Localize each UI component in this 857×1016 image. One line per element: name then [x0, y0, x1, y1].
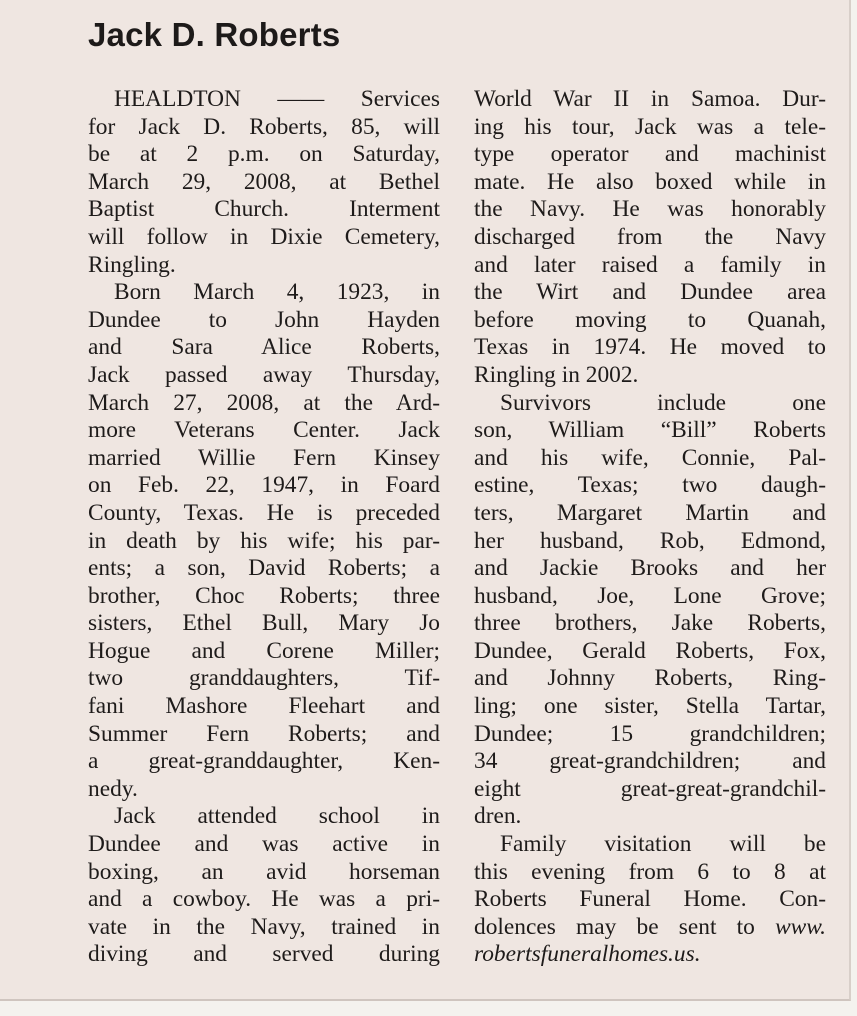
text-line: and later raised a family in	[474, 251, 826, 278]
text-line: boxing, an avid horseman	[88, 858, 440, 885]
text-line: discharged from the Navy	[474, 223, 826, 250]
text-line: more Veterans Center. Jack	[88, 417, 440, 444]
text-line: ents; a son, David Roberts; a	[88, 555, 440, 582]
text-line: Ringling.	[88, 251, 176, 278]
paragraph-survivors	[474, 390, 826, 832]
text-line: and Johnny Roberts, Ring-	[474, 665, 826, 692]
text-line: mate. He also boxed while in	[474, 168, 826, 195]
text-line: County, Texas. He is preceded	[88, 499, 440, 526]
text-line: diving and served during	[88, 941, 440, 968]
obituary-title: Jack D. Roberts	[88, 16, 341, 53]
right-column	[474, 86, 826, 969]
text-line: vate in the Navy, trained in	[88, 913, 440, 940]
paragraph-visitation	[474, 831, 826, 969]
text-line: before moving to Quanah,	[474, 306, 826, 333]
text-line: Hogue and Corene Miller;	[88, 637, 440, 664]
text-line: Jack passed away Thursday,	[88, 361, 440, 388]
text-line: Roberts Funeral Home. Con-	[474, 886, 826, 913]
text-line: HEALDTON —— Services	[114, 86, 440, 112]
text-line: her husband, Rob, Edmond,	[474, 527, 826, 554]
text-line: husband, Joe, Lone Grove;	[474, 582, 826, 609]
text-line: the Navy. He was honorably	[474, 196, 826, 223]
text-line: and Sara Alice Roberts,	[88, 334, 440, 361]
text-line: Dundee and was active in	[88, 831, 440, 858]
paragraph-biography	[88, 279, 440, 803]
paragraph-services	[88, 86, 440, 279]
website-link-part-2[interactable]: robertsfuneralhomes.us.	[474, 941, 701, 968]
text-line: two granddaughters, Tif-	[88, 665, 440, 692]
text-line: ling; one sister, Stella Tartar,	[474, 693, 826, 720]
text-line	[474, 941, 826, 969]
paragraph-navy-continued	[474, 86, 826, 390]
text-line: and a cowboy. He was a pri-	[88, 886, 440, 913]
text-line: ing his tour, Jack was a tele-	[474, 113, 826, 140]
text-line: will follow in Dixie Cemetery,	[88, 223, 440, 250]
text-line: and his wife, Connie, Pal-	[474, 444, 826, 471]
text-line: this evening from 6 to 8 at	[474, 858, 826, 885]
text-line: for Jack D. Roberts, 85, will	[88, 113, 440, 140]
text-line: ters, Margaret Martin and	[474, 499, 826, 526]
text-line: Dundee, Gerald Roberts, Fox,	[474, 637, 826, 664]
left-column	[88, 86, 440, 969]
text-line: and Jackie Brooks and her	[474, 555, 826, 582]
text-line: Born March 4, 1923, in	[114, 279, 440, 306]
text-line: Dundee to John Hayden	[88, 306, 440, 333]
text-line: World War II in Samoa. Dur-	[474, 86, 826, 112]
text-line: a great-granddaughter, Ken-	[88, 748, 440, 775]
text-line: Family visitation will be	[500, 831, 826, 858]
text-line: Dundee; 15 grandchildren;	[474, 720, 826, 747]
text-line: 34 great-grandchildren; and	[474, 748, 826, 775]
text-line: three brothers, Jake Roberts,	[474, 610, 826, 637]
text-line: sisters, Ethel Bull, Mary Jo	[88, 610, 440, 637]
text-line: Summer Fern Roberts; and	[88, 720, 440, 747]
text-line: March 27, 2008, at the Ard-	[88, 389, 440, 416]
text-line: on Feb. 22, 1947, in Foard	[88, 472, 440, 499]
text-line: Texas in 1974. He moved to	[474, 334, 826, 361]
text-line: be at 2 p.m. on Saturday,	[88, 141, 440, 168]
text-line: estine, Texas; two daugh-	[474, 472, 826, 499]
text-line: fani Mashore Fleehart and	[88, 693, 440, 720]
text-line: in death by his wife; his par-	[88, 527, 440, 554]
text-line: Survivors include one	[500, 389, 826, 416]
text-line: Ringling in 2002.	[474, 361, 639, 388]
text-line: dren.	[474, 803, 522, 830]
text-line: March 29, 2008, at Bethel	[88, 168, 440, 195]
text-line: the Wirt and Dundee area	[474, 279, 826, 306]
paragraph-navy-service	[88, 803, 440, 969]
text-line: eight great-great-grandchil-	[474, 775, 826, 802]
text-line: married Willie Fern Kinsey	[88, 444, 440, 471]
text-line: dolences may be sent to www.	[474, 913, 826, 940]
text-line: son, William “Bill” Roberts	[474, 417, 826, 444]
website-link-part-1[interactable]: www.	[775, 913, 826, 940]
text-line: type operator and machinist	[474, 141, 826, 168]
text-line: brother, Choc Roberts; three	[88, 582, 440, 609]
text-line: nedy.	[88, 775, 138, 802]
text-line: Baptist Church. Interment	[88, 196, 440, 223]
text-line: Jack attended school in	[114, 803, 440, 830]
